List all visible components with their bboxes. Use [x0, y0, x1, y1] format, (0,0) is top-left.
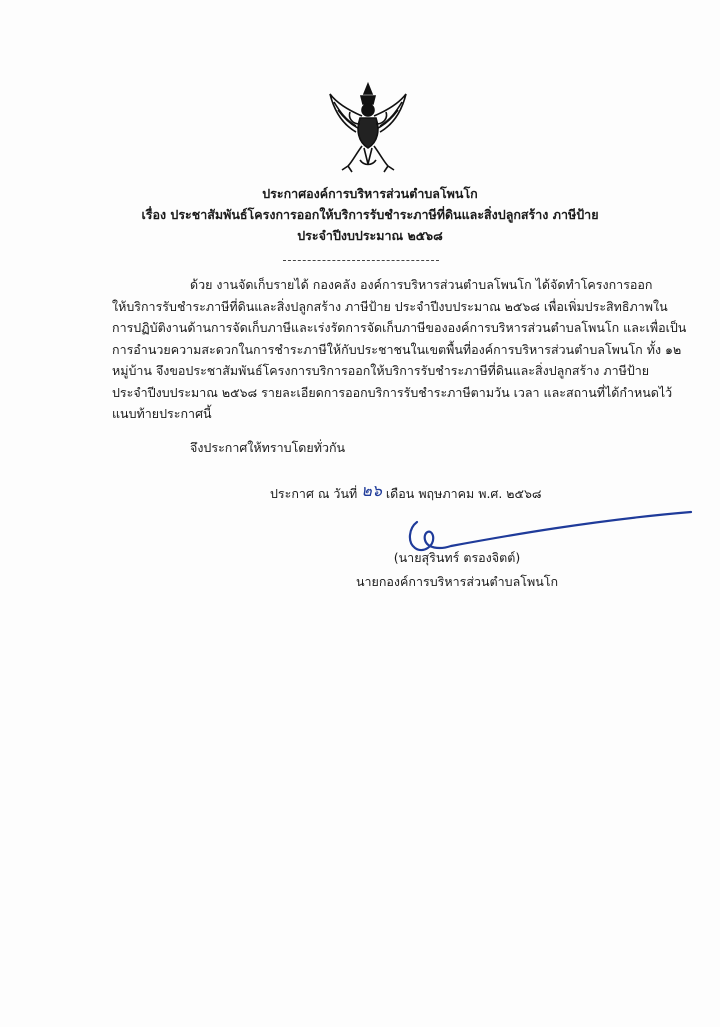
title-line-3: ประจำปีงบประมาณ ๒๕๖๘ [297, 228, 443, 243]
announcement-body [112, 274, 687, 425]
date-suffix: เดือน พฤษภาคม พ.ศ. ๒๕๖๘ [385, 486, 542, 501]
title-divider [283, 260, 439, 261]
notice-line: จึงประกาศให้ทราบโดยทั่วกัน [190, 440, 346, 455]
announcement-title [80, 183, 660, 246]
body-line: การปฏิบัติงานด้านการจัดเก็บภาษีและเร่งรัดการจัดเก็บภาษีขององค์การบริหารส่วนตำบลโพนโก และเพื่อเป็น [112, 320, 687, 335]
body-line: ด้วย งานจัดเก็บรายได้ กองคลัง องค์การบริหารส่วนตำบลโพนโก ได้จัดทำโครงการออก [190, 277, 653, 292]
title-line-1: ประกาศองค์การบริหารส่วนตำบลโพนโก [262, 186, 478, 201]
announcement-date [270, 481, 542, 506]
body-line: หมู่บ้าน จึงขอประชาสัมพันธ์โครงการบริการออกให้บริการรับชำระภาษีที่ดินและสิ่งปลูกสร้าง ภาษีป้าย [112, 363, 650, 378]
date-prefix: ประกาศ ณ วันที่ [270, 486, 358, 501]
body-line: ประจำปีงบประมาณ ๒๕๖๘ รายละเอียดการออกบริการรับชำระภาษีตามวัน เวลา และสถานที่ได้กำหนดไว้ [112, 384, 673, 400]
title-line-2: เรื่อง ประชาสัมพันธ์โครงการออกให้บริการรับชำระภาษีที่ดินและสิ่งปลูกสร้าง ภาษีป้าย [141, 207, 599, 222]
date-day-handwritten: ๒๖ [361, 481, 382, 500]
signer-position: นายกองค์การบริหารส่วนตำบลโพนโก [355, 574, 559, 589]
garuda-emblem-icon [326, 80, 410, 174]
body-line: การอำนวยความสะดวกในการชำระภาษีให้กับประชาชนในเขตพื้นที่องค์การบริหารส่วนตำบลโพนโก ทั้ง ๑๒ [112, 341, 682, 357]
signer-name: (นายสุรินทร์ ตรองจิตต์) [393, 550, 521, 565]
body-line: แนบท้ายประกาศนี้ [112, 406, 212, 421]
body-line: ให้บริการรับชำระภาษีที่ดินและสิ่งปลูกสร้าง ภาษีป้าย ประจำปีงบประมาณ ๒๕๖๘ เพื่อเพิ่มประสิทธิภาพใน [112, 298, 668, 314]
